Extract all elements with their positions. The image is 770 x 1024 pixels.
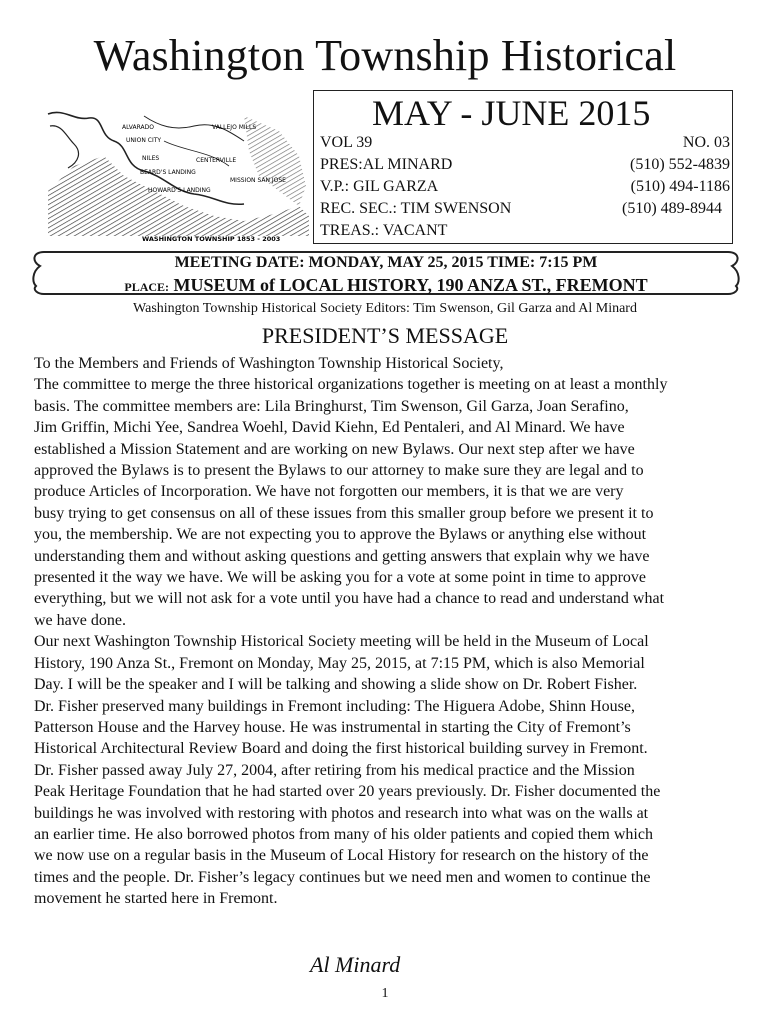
presidents-message-heading: PRESIDENT’S MESSAGE [261, 323, 509, 348]
body-line: produce Articles of Incorporation. We have not forgotten our members, it is that we are very [34, 483, 624, 501]
issue-info-box [313, 90, 733, 244]
body-line: times and the people. Dr. Fisher’s legacy continues but we need men and women to continue the [34, 868, 651, 886]
editors-line: Washington Township Historical Society Editors: Tim Swenson, Gil Garza and Al Minard [133, 301, 637, 316]
body-line: Our next Washington Township Historical Society meeting will be held in the Museum of Local [34, 633, 649, 651]
treasurer: TREAS.: VACANT [320, 222, 448, 239]
body-line: presented it the way we have. We will be asking you for a vote at some point in time to approve [34, 569, 647, 587]
body-line: History, 190 Anza St., Fremont on Monday, May 25, 2015, at 7:15 PM, which is also Memorial [34, 654, 645, 672]
body-line: basis. The committee members are: Lila Bringhurst, Tim Swenson, Gil Garza, Joan Serafino, [34, 397, 629, 415]
body-line: everything, but we will not ask for a vote until you have had a chance to read and understand what [34, 590, 665, 608]
map-label-mission: MISSION SAN JOSE [230, 177, 286, 184]
page-number: 1 [381, 986, 389, 1001]
body-line: To the Members and Friends of Washington Township Historical Society, [34, 355, 504, 372]
map-label-howards-landing: HOWARD'S LANDING [148, 187, 211, 194]
body-line: Jim Griffin, Michi Yee, Sandrea Woehl, David Kiehn, Ed Pentaleri, and Al Minard. We have [34, 419, 625, 437]
body-line: Dr. Fisher preserved many buildings in Fremont including: The Higuera Adobe, Shinn House, [34, 697, 635, 715]
message-body [34, 353, 740, 910]
body-line: established a Mission Statement and are working on new Bylaws. Our next step after we have [34, 440, 635, 458]
recording-secretary-phone: (510) 489-8944 [622, 200, 722, 217]
place-value: MUSEUM of LOCAL HISTORY, 190 ANZA ST., FREMONT [173, 275, 648, 295]
body-line: you, the membership. We are not expecting you to approve the Bylaws or anything else without [34, 526, 647, 544]
body-line: The committee to merge the three historical organizations together is meeting on at least a monthly [34, 376, 668, 394]
body-line: movement he started here in Fremont. [34, 890, 278, 908]
map-label-beards-landing: BEARD'S LANDING [140, 169, 196, 176]
body-line: busy trying to get consensus on all of these issues from this smaller group before we present it to [34, 504, 654, 522]
map-label-vallejo: VALLEJO MILLS [212, 124, 257, 131]
body-line: an earlier time. He also borrowed photos from many of his older patients and copied them which [34, 825, 653, 843]
recording-secretary: REC. SEC.: TIM SWENSON [320, 200, 512, 217]
map-label-union-city: UNION CITY [126, 137, 162, 144]
newsletter-title: Washington Township Historical [93, 31, 677, 80]
vice-president: V.P.: GIL GARZA [320, 178, 439, 195]
body-line: Peak Heritage Foundation that he had started over 20 years previously. Dr. Fisher documented the [34, 783, 661, 801]
issue-number: NO. 03 [682, 134, 730, 151]
township-map-image [44, 96, 314, 246]
body-line: Day. I will be the speaker and I will be talking and showing a slide show on Dr. Robert Fisher. [34, 676, 638, 694]
body-line: Dr. Fisher passed away July 27, 2004, after retiring from his medical practice and the Mission [34, 761, 635, 779]
map-label-alvarado: ALVARADO [122, 124, 154, 131]
map-label-niles: NILES [142, 155, 160, 162]
map-label-centerville: CENTERVILLE [196, 157, 237, 164]
meeting-date: MEETING DATE: MONDAY, MAY 25, 2015 TIME: 7:15 PM [174, 254, 598, 271]
volume: VOL 39 [320, 134, 373, 151]
body-line: approved the Bylaws is to present the Bylaws to our attorney to make sure they are legal and to [34, 462, 644, 480]
meeting-place [30, 275, 742, 297]
meeting-banner [30, 246, 742, 300]
signature: Al Minard [310, 952, 401, 977]
president-phone: (510) 552-4839 [630, 156, 730, 173]
issue-date: MAY - JUNE 2015 [372, 93, 651, 133]
body-line: Historical Architectural Review Board and doing the first historical building survey in Fremont. [34, 740, 648, 758]
body-line: we have done. [34, 611, 126, 629]
place-label: PLACE: [124, 280, 170, 294]
vice-president-phone: (510) 494-1186 [630, 178, 730, 195]
body-line: understanding them and without asking questions and getting answers that explain why we have [34, 547, 650, 565]
body-line: Patterson House and the Harvey house. He was instrumental in starting the City of Fremont’s [34, 718, 631, 736]
map-coast [50, 126, 79, 168]
township-map-svg [44, 96, 314, 246]
body-line: buildings he was involved with restoring with photos and research into what was on the walls at [34, 804, 649, 822]
body-line: we now use on a regular basis in the Museum of Local History for research on the history of the [34, 847, 649, 865]
map-caption: WASHINGTON TOWNSHIP 1853 - 2003 [142, 235, 281, 243]
president: PRES:AL MINARD [320, 156, 453, 173]
